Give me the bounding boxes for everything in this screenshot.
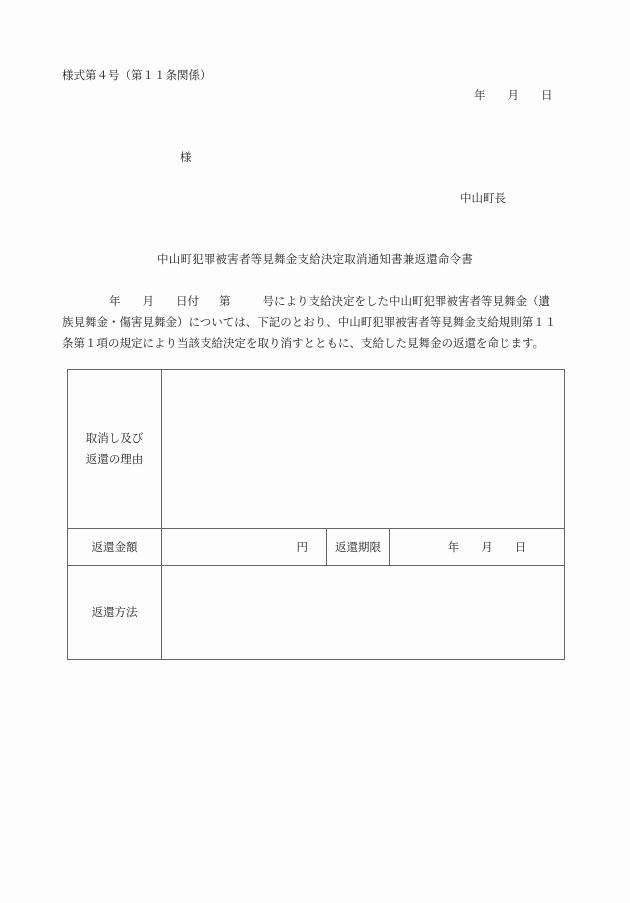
body-paragraph bbox=[62, 291, 578, 354]
body-line-3: 条第１項の規定により当該支給決定を取り消すとともに、支給した見舞金の返還を命じます。 bbox=[62, 336, 545, 350]
deadline-year-label: 年 bbox=[447, 540, 460, 554]
deadline-label: 返還期限 bbox=[327, 529, 390, 566]
issue-date bbox=[474, 87, 553, 103]
body-day: 日付 bbox=[176, 294, 199, 308]
date-day-label: 日 bbox=[541, 88, 553, 102]
yen-unit: 円 bbox=[296, 540, 308, 554]
reason-label-line-1: 取消し及び bbox=[85, 431, 144, 445]
body-line-2: 族見舞金・傷害見舞金）については、下記のとおり、中山町犯罪被害者等見舞金支給規則第１１ bbox=[62, 315, 557, 329]
amount-value-field[interactable] bbox=[162, 529, 327, 566]
deadline-date-field[interactable] bbox=[390, 529, 565, 566]
document-title: 中山町犯罪被害者等見舞金支給決定取消通知書兼返還命令書 bbox=[157, 252, 473, 266]
body-line-1-rest: 号により支給決定をした中山町犯罪被害者等見舞金（遺 bbox=[262, 294, 550, 308]
body-line-1 bbox=[62, 291, 578, 312]
date-month-label: 月 bbox=[507, 88, 519, 102]
addressee-honorific: 様 bbox=[180, 150, 192, 164]
deadline-day-label: 日 bbox=[514, 540, 527, 554]
reason-label-line-2: 返還の理由 bbox=[85, 452, 144, 466]
reason-label-cell bbox=[68, 370, 162, 529]
table-row-amount bbox=[68, 529, 565, 566]
issuer-name: 中山町長 bbox=[460, 191, 506, 205]
deadline-month-label: 月 bbox=[481, 540, 493, 554]
form-number: 様式第４号（第１１条関係） bbox=[62, 68, 212, 82]
table-row-method bbox=[68, 566, 565, 660]
body-month: 月 bbox=[142, 294, 154, 308]
method-value-field[interactable] bbox=[162, 566, 565, 660]
table-row-reason bbox=[68, 370, 565, 529]
method-label: 返還方法 bbox=[68, 566, 162, 660]
amount-label: 返還金額 bbox=[68, 529, 162, 566]
body-year: 年 bbox=[109, 294, 121, 308]
refund-form-table bbox=[67, 369, 565, 660]
body-dai: 第 bbox=[219, 294, 231, 308]
reason-value-field[interactable] bbox=[162, 370, 565, 529]
date-year-label: 年 bbox=[474, 88, 486, 102]
